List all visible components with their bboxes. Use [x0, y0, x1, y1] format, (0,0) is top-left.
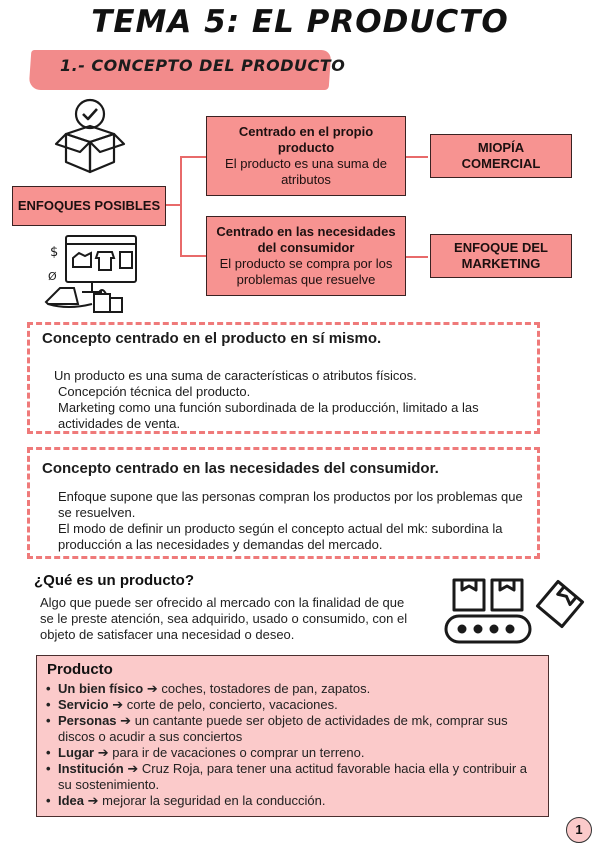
concept2-heading: Concepto centrado en las necesidades del consumidor.: [42, 460, 439, 477]
what-heading: ¿Qué es un producto?: [34, 572, 194, 589]
product-list: [44, 681, 540, 809]
branch1-heading: Centrado en el propio producto: [238, 124, 374, 155]
concept1-line-1: Un producto es una suma de características o atributos físicos.: [54, 368, 417, 383]
online-shopping-icon: [40, 230, 140, 320]
item-term: Lugar: [58, 745, 95, 760]
result2-label: ENFOQUE DEL MARKETING: [454, 240, 548, 271]
branch1-box: [206, 116, 406, 196]
branch2-box: [206, 216, 406, 296]
item-term: Institución: [58, 761, 124, 776]
branch2-text: El producto se compra por los problemas que resuelve: [219, 256, 393, 287]
conveyor-belt-icon: [440, 574, 588, 650]
root-label: ENFOQUES POSIBLES: [17, 198, 161, 213]
item-text: para ir de vacaciones o comprar un terreno.: [112, 745, 365, 760]
connector-vertical: [180, 156, 182, 256]
concept1-line-2: Concepción técnica del producto.: [58, 384, 251, 399]
list-item: [44, 713, 540, 745]
list-item: [44, 793, 540, 809]
connector-top: [180, 156, 206, 158]
root-box: [12, 186, 166, 226]
list-item: [44, 697, 540, 713]
list-item: [44, 745, 540, 761]
concept1-heading: Concepto centrado en el producto en sí mismo.: [42, 330, 382, 347]
connector-bottom: [180, 255, 206, 257]
item-term: Personas: [58, 713, 117, 728]
item-text: un cantante puede ser objeto de actividades de mk, comprar sus discos o acudir a sus conciertos: [58, 713, 508, 744]
item-term: Un bien físico: [58, 681, 144, 696]
concept2-line-1: Enfoque supone que las personas compran los productos por los problemas que se resuelven.: [58, 489, 523, 520]
concept1-line-3: Marketing como una función subordinada de la producción, limitado a las actividades de venta.: [58, 400, 479, 431]
connector-main: [166, 204, 180, 206]
connector-result-1: [406, 156, 428, 158]
svg-text:$: $: [50, 245, 59, 260]
item-text: coches, tostadores de pan, zapatos.: [161, 681, 371, 696]
connector-result-2: [406, 256, 428, 258]
product-heading: Producto: [47, 661, 113, 678]
result2-box: [430, 234, 572, 278]
what-text: Algo que puede ser ofrecido al mercado con la finalidad de que se le preste atención, sea adquirido, usado o consumido, con el objeto de satisfacer una necesidad o deseo.: [40, 595, 408, 642]
page-number: 1: [566, 817, 592, 843]
result1-box: [430, 134, 572, 178]
arrow-icon: ➔: [87, 793, 99, 808]
svg-text:Ø: Ø: [48, 270, 57, 283]
arrow-icon: ➔: [120, 713, 132, 728]
arrow-icon: ➔: [112, 697, 124, 712]
arrow-icon: ➔: [146, 681, 158, 696]
item-text: corte de pelo, concierto, vacaciones.: [126, 697, 338, 712]
arrow-icon: ➔: [127, 761, 139, 776]
page-title: TEMA 5: EL PRODUCTO: [91, 4, 509, 40]
list-item: [44, 681, 540, 697]
item-text: mejorar la seguridad en la conducción.: [102, 793, 326, 808]
item-term: Idea: [58, 793, 85, 808]
branch2-heading: Centrado en las necesidades del consumidor: [216, 224, 396, 255]
item-term: Servicio: [58, 697, 109, 712]
item-text: Cruz Roja, para tener una actitud favorable hacia ella y contribuir a su sostenimiento.: [58, 761, 528, 792]
list-item: [44, 761, 540, 793]
concept2-line-2: El modo de definir un producto según el concepto actual del mk: subordina la producción a las necesidades y demandas del mercado.: [58, 521, 503, 552]
section-heading: 1.- CONCEPTO DEL PRODUCTO: [60, 56, 346, 75]
arrow-icon: ➔: [97, 745, 109, 760]
branch1-text: El producto es una suma de atributos: [225, 156, 387, 187]
box-checkmark-icon: [52, 96, 128, 178]
result1-label: MIOPÍA COMERCIAL: [461, 140, 541, 171]
